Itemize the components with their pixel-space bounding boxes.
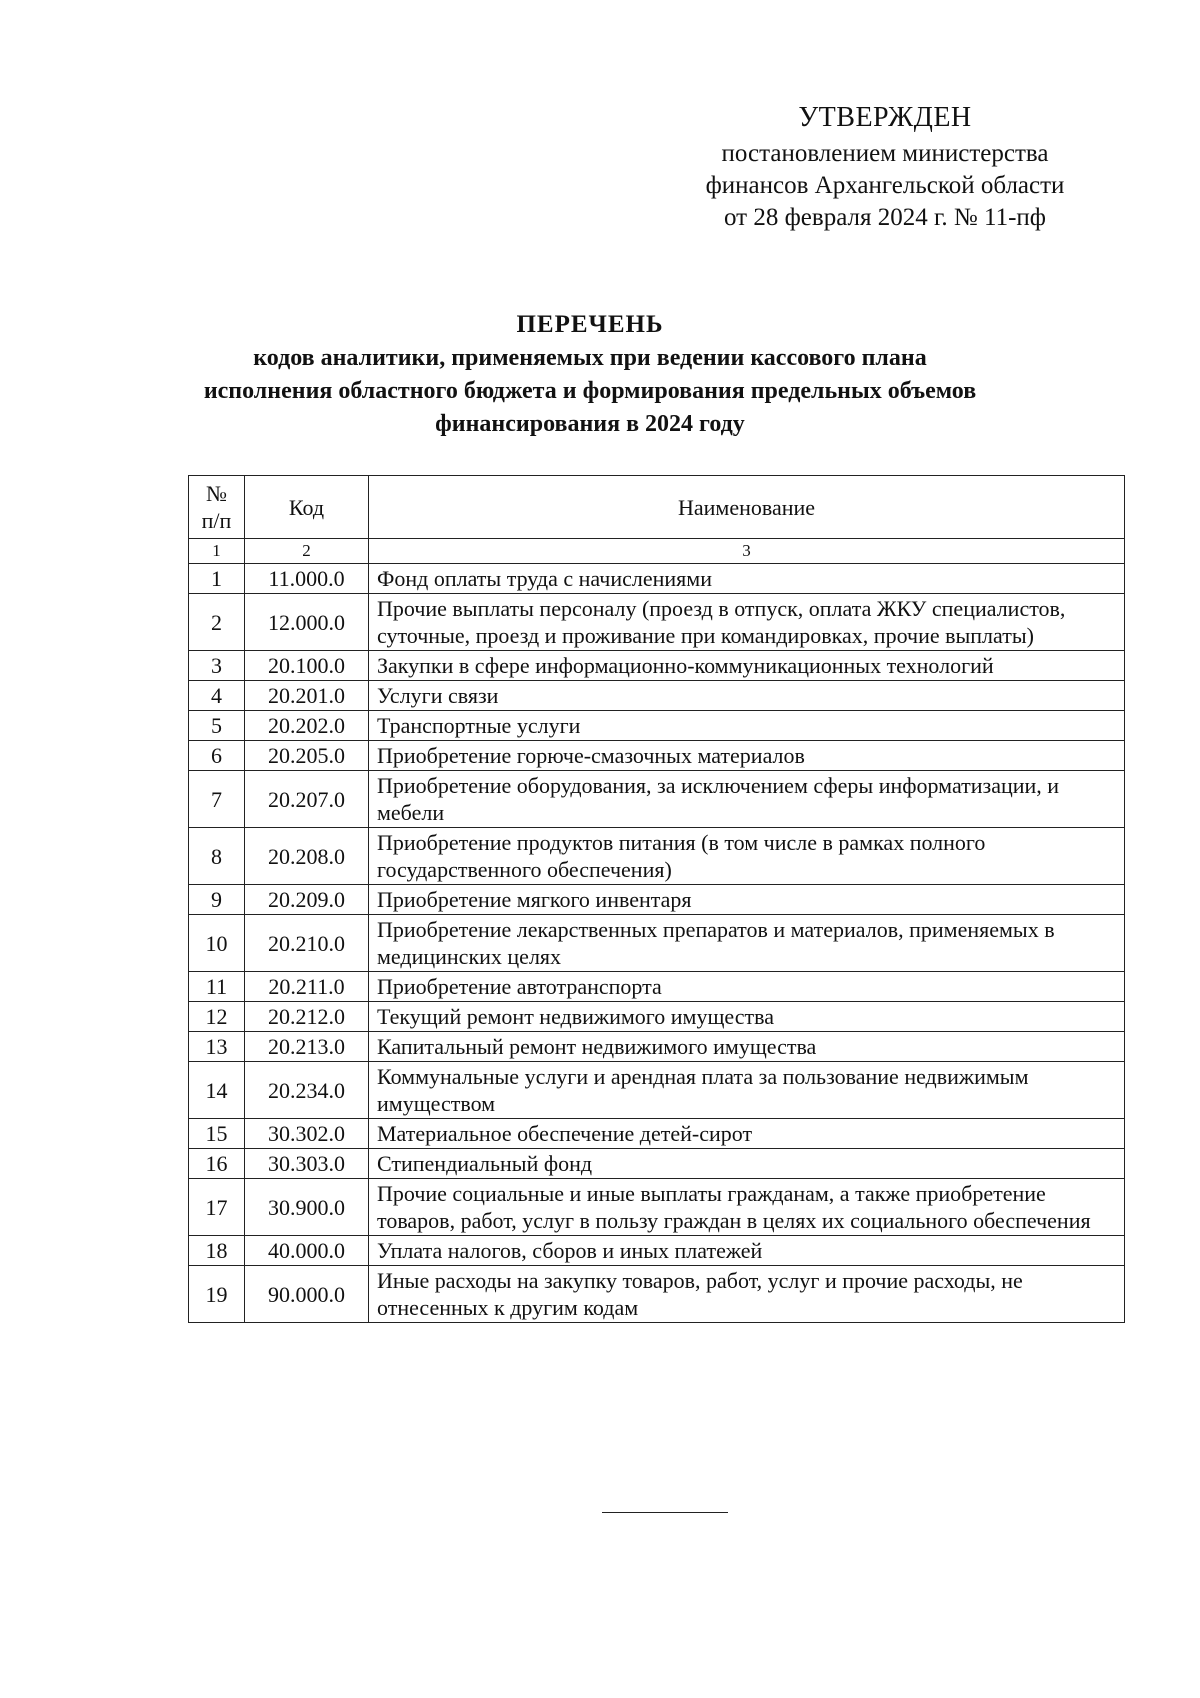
row-code: 20.205.0 bbox=[245, 741, 369, 771]
table-row bbox=[189, 885, 1125, 915]
row-number: 15 bbox=[189, 1119, 245, 1149]
row-code: 30.900.0 bbox=[245, 1179, 369, 1236]
row-code: 20.211.0 bbox=[245, 972, 369, 1002]
table-row bbox=[189, 594, 1125, 651]
row-code: 20.201.0 bbox=[245, 681, 369, 711]
row-name: Капитальный ремонт недвижимого имущества bbox=[369, 1032, 1125, 1062]
row-code: 20.207.0 bbox=[245, 771, 369, 828]
approval-stamp: УТВЕРЖДЕН bbox=[798, 102, 972, 133]
row-name: Закупки в сфере информационно-коммуникационных технологий bbox=[369, 651, 1125, 681]
row-name: Услуги связи bbox=[369, 681, 1125, 711]
row-name: Материальное обеспечение детей-сирот bbox=[369, 1119, 1125, 1149]
table-row bbox=[189, 1032, 1125, 1062]
row-number: 2 bbox=[189, 594, 245, 651]
table-header-row bbox=[189, 476, 1125, 539]
row-name: Приобретение продуктов питания (в том числе в рамках полного государственного обеспечения) bbox=[369, 828, 1125, 885]
row-name: Прочие выплаты персоналу (проезд в отпуск, оплата ЖКУ специалистов, суточные, проезд и проживание при командировках, прочие выплаты) bbox=[369, 594, 1125, 651]
header-name: Наименование bbox=[369, 476, 1125, 539]
document-heading bbox=[150, 308, 1030, 441]
row-name: Приобретение мягкого инвентаря bbox=[369, 885, 1125, 915]
row-name: Коммунальные услуги и арендная плата за пользование недвижимым имуществом bbox=[369, 1062, 1125, 1119]
table-row bbox=[189, 1236, 1125, 1266]
column-index-row bbox=[189, 539, 1125, 564]
row-number: 11 bbox=[189, 972, 245, 1002]
row-code: 20.208.0 bbox=[245, 828, 369, 885]
table-row bbox=[189, 1119, 1125, 1149]
row-code: 20.209.0 bbox=[245, 885, 369, 915]
row-number: 9 bbox=[189, 885, 245, 915]
row-code: 20.100.0 bbox=[245, 651, 369, 681]
row-number: 1 bbox=[189, 564, 245, 594]
row-name: Приобретение оборудования, за исключением сферы информатизации, и мебели bbox=[369, 771, 1125, 828]
document-subtitle-line: финансирования в 2024 году bbox=[435, 411, 745, 437]
row-code: 40.000.0 bbox=[245, 1236, 369, 1266]
row-number: 19 bbox=[189, 1266, 245, 1323]
row-number: 12 bbox=[189, 1002, 245, 1032]
approval-line: постановлением министерства bbox=[721, 140, 1049, 167]
row-code: 11.000.0 bbox=[245, 564, 369, 594]
header-number-abbr: п/п bbox=[201, 508, 232, 533]
codes-table bbox=[188, 475, 1125, 1323]
approval-line: финансов Архангельской области bbox=[705, 172, 1065, 199]
table-row bbox=[189, 741, 1125, 771]
column-index: 3 bbox=[369, 539, 1125, 564]
column-index: 1 bbox=[189, 539, 245, 564]
row-number: 16 bbox=[189, 1149, 245, 1179]
document-subtitle-line: кодов аналитики, применяемых при ведении кассового плана bbox=[253, 345, 927, 371]
document-subtitle-line: исполнения областного бюджета и формирования предельных объемов bbox=[203, 378, 977, 404]
row-name: Транспортные услуги bbox=[369, 711, 1125, 741]
header-code: Код bbox=[245, 476, 369, 539]
row-name: Текущий ремонт недвижимого имущества bbox=[369, 1002, 1125, 1032]
header-number-symbol: № bbox=[206, 481, 227, 506]
row-name: Приобретение лекарственных препаратов и материалов, применяемых в медицинских целях bbox=[369, 915, 1125, 972]
row-number: 4 bbox=[189, 681, 245, 711]
row-number: 13 bbox=[189, 1032, 245, 1062]
row-number: 7 bbox=[189, 771, 245, 828]
row-code: 20.210.0 bbox=[245, 915, 369, 972]
table-row bbox=[189, 828, 1125, 885]
row-number: 14 bbox=[189, 1062, 245, 1119]
table-row bbox=[189, 1179, 1125, 1236]
row-number: 6 bbox=[189, 741, 245, 771]
row-name: Прочие социальные и иные выплаты гражданам, а также приобретение товаров, работ, услуг в пользу граждан в целях их социального обеспечения bbox=[369, 1179, 1125, 1236]
document-title: ПЕРЕЧЕНЬ bbox=[516, 311, 664, 338]
header-number bbox=[189, 476, 245, 539]
row-code: 20.202.0 bbox=[245, 711, 369, 741]
row-code: 20.234.0 bbox=[245, 1062, 369, 1119]
approval-block bbox=[620, 100, 1150, 234]
row-name: Иные расходы на закупку товаров, работ, услуг и прочие расходы, не отнесенных к другим кодам bbox=[369, 1266, 1125, 1323]
table-row bbox=[189, 1002, 1125, 1032]
table-row bbox=[189, 1149, 1125, 1179]
approval-line: от 28 февраля 2024 г. № 11-пф bbox=[724, 204, 1046, 231]
row-name: Фонд оплаты труда с начислениями bbox=[369, 564, 1125, 594]
row-code: 30.303.0 bbox=[245, 1149, 369, 1179]
closing-rule bbox=[602, 1512, 728, 1513]
table-row bbox=[189, 915, 1125, 972]
row-name: Приобретение горюче-смазочных материалов bbox=[369, 741, 1125, 771]
row-number: 17 bbox=[189, 1179, 245, 1236]
row-code: 90.000.0 bbox=[245, 1266, 369, 1323]
row-number: 18 bbox=[189, 1236, 245, 1266]
row-name: Приобретение автотранспорта bbox=[369, 972, 1125, 1002]
row-number: 8 bbox=[189, 828, 245, 885]
table-row bbox=[189, 711, 1125, 741]
row-number: 5 bbox=[189, 711, 245, 741]
table-body bbox=[189, 564, 1125, 1323]
row-number: 3 bbox=[189, 651, 245, 681]
row-code: 12.000.0 bbox=[245, 594, 369, 651]
row-number: 10 bbox=[189, 915, 245, 972]
table-row bbox=[189, 1062, 1125, 1119]
table-row bbox=[189, 1266, 1125, 1323]
table-row bbox=[189, 771, 1125, 828]
row-name: Стипендиальный фонд bbox=[369, 1149, 1125, 1179]
table-row bbox=[189, 972, 1125, 1002]
row-code: 20.213.0 bbox=[245, 1032, 369, 1062]
column-index: 2 bbox=[245, 539, 369, 564]
row-code: 30.302.0 bbox=[245, 1119, 369, 1149]
table-row bbox=[189, 564, 1125, 594]
table-row bbox=[189, 681, 1125, 711]
table-row bbox=[189, 651, 1125, 681]
row-name: Уплата налогов, сборов и иных платежей bbox=[369, 1236, 1125, 1266]
row-code: 20.212.0 bbox=[245, 1002, 369, 1032]
